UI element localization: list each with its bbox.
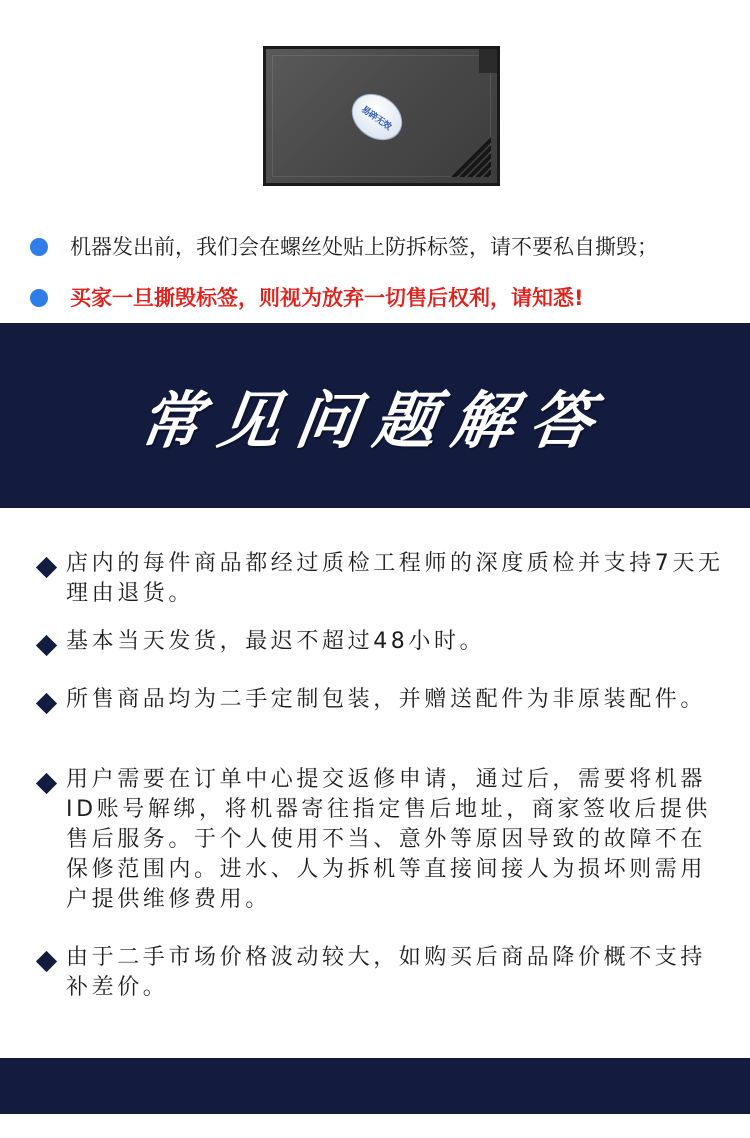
faq-item <box>34 765 734 915</box>
blue-dot-icon <box>30 289 48 307</box>
notice-text: 买家一旦撕毁标签，则视为放弃一切售后权利，请知悉! <box>70 286 584 310</box>
faq-item <box>34 943 734 1003</box>
notice-seal-warning <box>30 233 730 261</box>
diamond-bullet-icon <box>36 951 57 972</box>
notice-text: 机器发出前，我们会在螺丝处贴上防拆标签，请不要私自撕毁； <box>70 235 658 259</box>
seal-text: 易碎无效 <box>359 104 393 133</box>
notice-warranty-void <box>30 284 730 312</box>
faq-title: 常见问题解答 <box>135 384 614 457</box>
diamond-bullet-icon <box>36 635 57 656</box>
faq-item <box>34 685 734 715</box>
faq-text: 店内的每件商品都经过质检工程师的深度质检并支持7天无理由退货。 <box>66 551 724 606</box>
faq-item <box>34 627 734 657</box>
vent-slots <box>435 125 491 177</box>
diamond-bullet-icon <box>36 773 57 794</box>
faq-banner <box>0 323 750 508</box>
faq-text: 用户需要在订单中心提交返修申请，通过后，需要将机器ID账号解绑，将机器寄往指定售后地址，商家签收后提供售后服务。于个人使用不当、意外等原因导致的故障不在保修范围内。进水、人为拆机等直接间接人为损坏则需用户提供维修费用。 <box>66 767 712 912</box>
faq-item <box>34 549 734 609</box>
faq-text: 所售商品均为二手定制包装，并赠送配件为非原装配件。 <box>66 687 707 712</box>
blue-dot-icon <box>30 238 48 256</box>
faq-text: 基本当天发货，最迟不超过48小时。 <box>66 629 486 654</box>
diamond-bullet-icon <box>36 557 57 578</box>
footer-bar <box>0 1058 750 1114</box>
device-photo <box>263 46 500 186</box>
device-corner <box>479 49 497 73</box>
diamond-bullet-icon <box>36 693 57 714</box>
faq-text: 由于二手市场价格波动较大，如购买后商品降价概不支持补差价。 <box>66 945 707 1000</box>
